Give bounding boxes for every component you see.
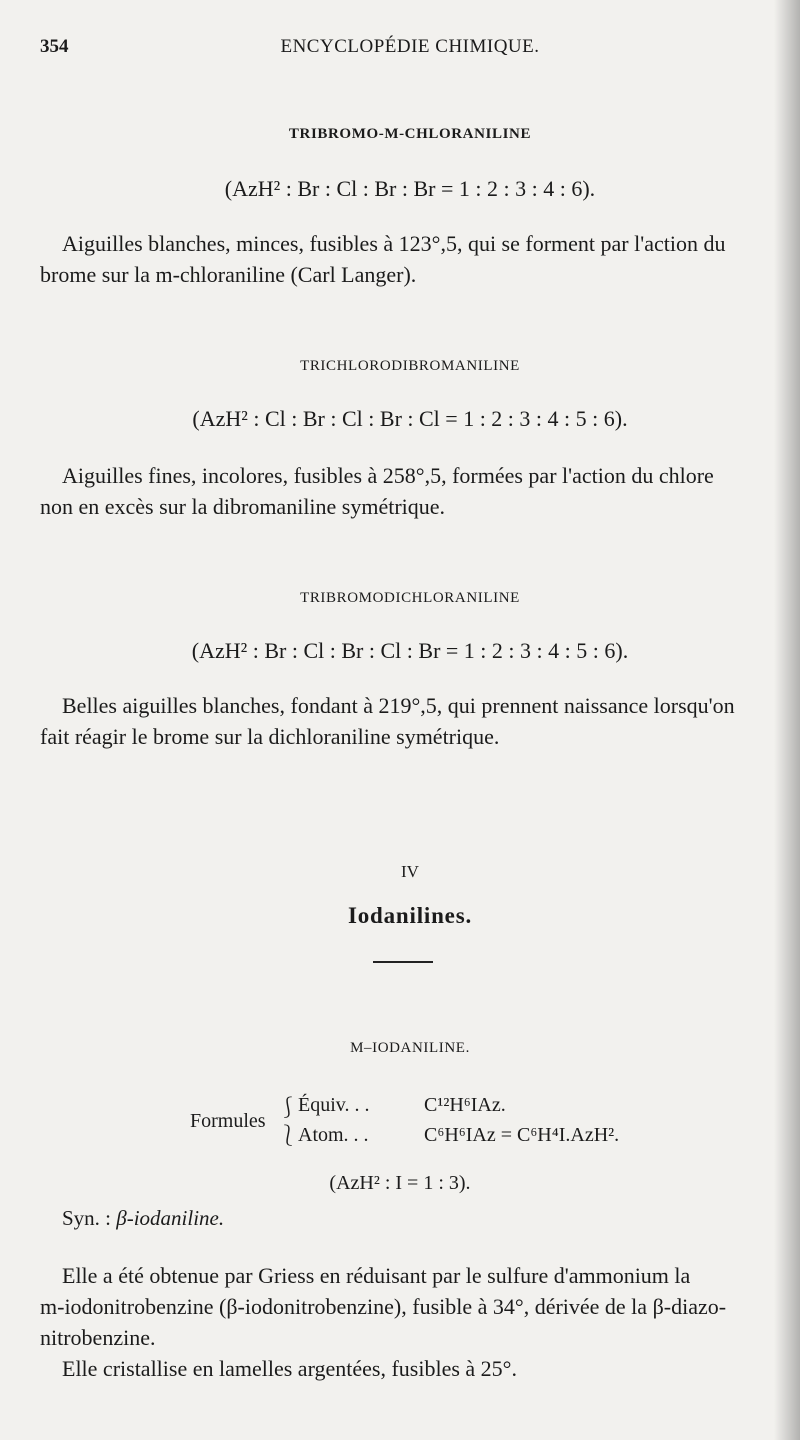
synonym-label: Syn. : xyxy=(62,1206,117,1230)
paragraph-line: Aiguilles blanches, minces, fusibles à 123°,5, qui se forment par l'action du xyxy=(62,231,726,256)
paragraph-iodo-2 xyxy=(40,1353,780,1384)
heading-m-iodaniline: M–IODANILINE. xyxy=(350,1040,470,1056)
heading-tribromo-m-chloraniline: TRIBROMO-M-CHLORANILINE xyxy=(288,126,532,142)
paragraph-line: Aiguilles fines, incolores, fusibles à 258°,5, formées par l'action du chlore xyxy=(62,463,714,488)
paragraph-iodo-1 xyxy=(40,1260,780,1353)
paragraph-trichloro xyxy=(40,460,780,522)
paragraph-line: m-iodonitrobenzine (β-iodonitrobenzine), fusible à 34°, dérivée de la β-diazo- xyxy=(40,1294,727,1319)
brace-symbol: ⎰ ⎱ xyxy=(278,1097,298,1147)
synonym-line xyxy=(62,1206,224,1231)
formula-row-atom xyxy=(298,1124,619,1147)
paragraph-tribromo xyxy=(40,228,780,290)
paragraph-line: fait réagir le brome sur la dichloraniline symétrique. xyxy=(40,724,500,749)
equiv-value: C¹²H⁶IAz. xyxy=(424,1094,506,1116)
running-title: ENCYCLOPÉDIE CHIMIQUE. xyxy=(280,36,540,57)
section-number: IV xyxy=(401,862,419,881)
heading-trichlorodibromaniline: TRICHLORODIBROMANILINE xyxy=(300,358,520,374)
formulas-label: Formules xyxy=(190,1110,266,1132)
heading-tribromodichloraniline: TRIBROMODICHLORANILINE xyxy=(300,590,520,606)
synonym-value: β-iodaniline. xyxy=(116,1206,225,1230)
formula-tribromodi: (AzH² : Br : Cl : Br : Cl : Br = 1 : 2 : 3 : 4 : 5 : 6). xyxy=(191,638,629,663)
paragraph-line: Belles aiguilles blanches, fondant à 219°,5, qui prennent naissance lorsqu'on xyxy=(62,693,735,718)
atom-value: C⁶H⁶IAz = C⁶H⁴I.AzH². xyxy=(424,1124,620,1146)
atom-label: Atom. . . xyxy=(298,1124,369,1146)
paragraph-line: nitrobenzine. xyxy=(40,1325,156,1350)
paragraph-line: brome sur la m-chloraniline (Carl Langer). xyxy=(40,262,417,287)
page-number: 354 xyxy=(40,36,69,57)
paragraph-tribromodi xyxy=(40,690,780,752)
formula-iodo-ratio: (AzH² : I = 1 : 3). xyxy=(329,1172,471,1194)
paragraph-line: non en excès sur la dibromaniline symétrique. xyxy=(40,494,446,519)
paragraph-line: Elle a été obtenue par Griess en réduisant par le sulfure d'ammonium la xyxy=(62,1263,691,1288)
formula-row-equiv xyxy=(298,1094,506,1117)
page-header xyxy=(40,36,780,66)
formula-tribromo: (AzH² : Br : Cl : Br : Br = 1 : 2 : 3 : 4 : 6). xyxy=(224,176,596,201)
formulas-block xyxy=(190,1094,710,1156)
paragraph-line: Elle cristallise en lamelles argentées, fusibles à 25°. xyxy=(62,1356,517,1381)
formula-trichloro: (AzH² : Cl : Br : Cl : Br : Cl = 1 : 2 : 3 : 4 : 5 : 6). xyxy=(192,406,628,431)
section-divider xyxy=(373,961,433,963)
section-title: Iodanilines. xyxy=(347,903,472,928)
equiv-label: Équiv. . . xyxy=(298,1094,370,1116)
